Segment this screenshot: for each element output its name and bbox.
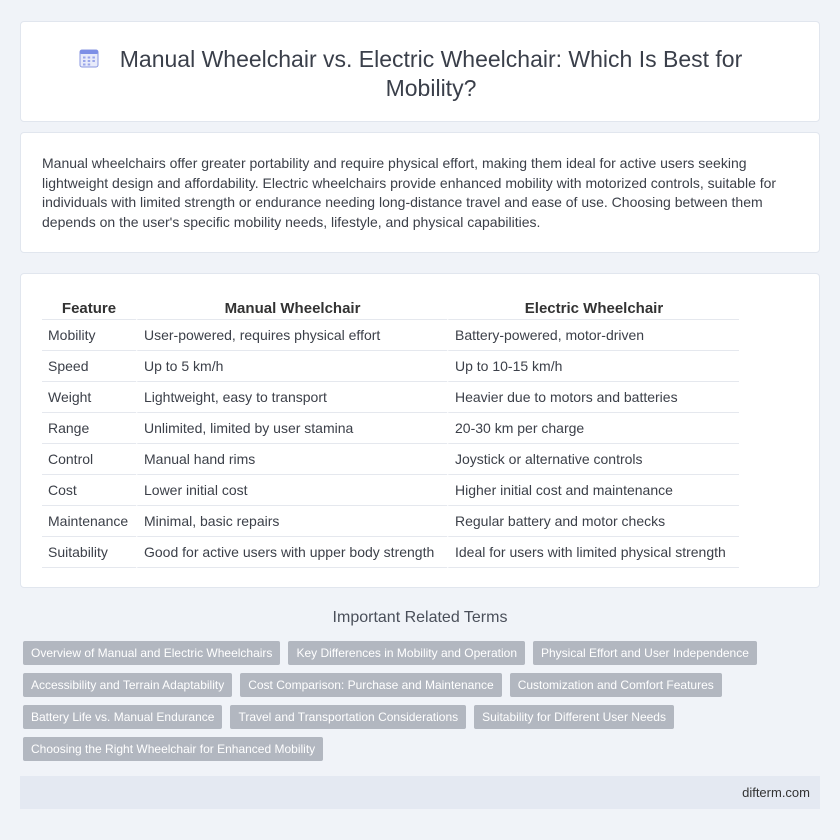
related-terms-tags (23, 641, 823, 769)
table-cell: Higher initial cost and maintenance (447, 475, 739, 506)
table-row (42, 444, 739, 475)
table-row (42, 475, 739, 506)
table-row (42, 320, 739, 351)
table-row (42, 382, 739, 413)
table-cell: User-powered, requires physical effort (136, 320, 447, 351)
related-term-tag[interactable]: Accessibility and Terrain Adaptability (23, 673, 232, 697)
summary-paragraph: Manual wheelchairs offer greater portability and require physical effort, making them ideal for active users seeking lightweight design and affordability. Electric wheelchairs provide enhanced mobility with motorized controls, suitable for individuals with limited strength or endurance needing long-distance travel and ease of use. Choosing between them depends on the user's specific mobility needs, lifestyle, and physical capabilities. (42, 155, 777, 230)
tag-row (23, 705, 823, 729)
table-cell: Speed (42, 351, 136, 382)
table-cell: Cost (42, 475, 136, 506)
table-cell: Range (42, 413, 136, 444)
comparison-table-card (20, 273, 820, 588)
table-cell: Lower initial cost (136, 475, 447, 506)
related-term-tag[interactable]: Overview of Manual and Electric Wheelchairs (23, 641, 280, 665)
title-card (20, 21, 820, 122)
table-cell: Maintenance (42, 506, 136, 537)
table-cell: Lightweight, easy to transport (136, 382, 447, 413)
table-row (42, 413, 739, 444)
table-cell: Minimal, basic repairs (136, 506, 447, 537)
column-header-feature: Feature (42, 294, 136, 320)
footer (20, 776, 820, 809)
table-cell: Regular battery and motor checks (447, 506, 739, 537)
table-cell: Battery-powered, motor-driven (447, 320, 739, 351)
table-cell: Unlimited, limited by user stamina (136, 413, 447, 444)
column-header-manual: Manual Wheelchair (136, 294, 447, 320)
table-cell: Joystick or alternative controls (447, 444, 739, 475)
related-term-tag[interactable]: Cost Comparison: Purchase and Maintenance (240, 673, 501, 697)
table-cell: Mobility (42, 320, 136, 351)
related-term-tag[interactable]: Customization and Comfort Features (510, 673, 722, 697)
comparison-table (42, 294, 739, 568)
table-cell: 20-30 km per charge (447, 413, 739, 444)
table-cell: Suitability (42, 537, 136, 568)
table-cell: Heavier due to motors and batteries (447, 382, 739, 413)
tag-row (23, 673, 823, 697)
table-cell: Manual hand rims (136, 444, 447, 475)
table-row (42, 537, 739, 568)
related-term-tag[interactable]: Travel and Transportation Considerations (230, 705, 466, 729)
table-cell: Up to 10-15 km/h (447, 351, 739, 382)
related-term-tag[interactable]: Key Differences in Mobility and Operation (288, 641, 525, 665)
summary-card (20, 132, 820, 253)
related-term-tag[interactable]: Suitability for Different User Needs (474, 705, 674, 729)
page-title: Manual Wheelchair vs. Electric Wheelchair: Which Is Best for Mobility? (119, 46, 743, 101)
table-cell: Weight (42, 382, 136, 413)
tag-row (23, 641, 823, 665)
related-terms-heading: Important Related Terms (332, 609, 508, 626)
related-term-tag[interactable]: Choosing the Right Wheelchair for Enhanced Mobility (23, 737, 323, 761)
table-cell: Good for active users with upper body strength (136, 537, 447, 568)
tag-row (23, 737, 823, 761)
table-cell: Control (42, 444, 136, 475)
table-header-row (42, 294, 739, 320)
related-term-tag[interactable]: Battery Life vs. Manual Endurance (23, 705, 222, 729)
table-cell: Up to 5 km/h (136, 351, 447, 382)
footer-site-link[interactable]: difterm.com (742, 785, 810, 800)
related-term-tag[interactable]: Physical Effort and User Independence (533, 641, 757, 665)
table-cell: Ideal for users with limited physical strength (447, 537, 739, 568)
table-row (42, 506, 739, 537)
column-header-electric: Electric Wheelchair (447, 294, 739, 320)
table-row (42, 351, 739, 382)
